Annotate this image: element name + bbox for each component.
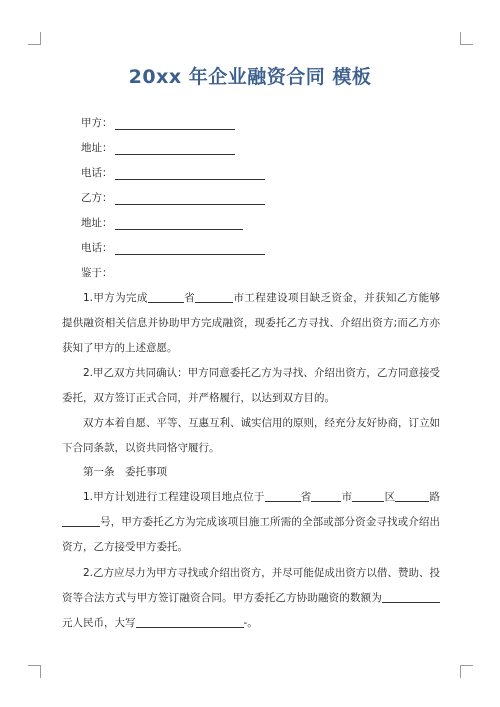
crop-mark-bottom-left: [28, 665, 41, 678]
crop-mark-bottom-right: [460, 665, 473, 678]
party-a-address-field: [81, 141, 235, 155]
paragraph-5: 2.乙方应尽力为甲方寻找或介绍出资方，并尽可能促成出资方以借、赞助、投资等合法方式与甲方签订融资合同。甲方委托乙方协助融资的数额为元人民币，大写 -。: [62, 567, 440, 629]
section-heading: 第一条 委托事项: [83, 466, 167, 478]
blank-line: [352, 489, 384, 502]
blank-line: [148, 290, 184, 303]
blank-line: [395, 489, 429, 502]
paragraph-1: 1.甲方为完成 省 市工程建设项目缺乏资金，并获知乙方能够提供融资相关信息并协助甲方完成融资，现委托乙方寻找、介绍出资方;而乙方亦获知了甲方的上述意愿。: [62, 292, 441, 354]
crop-mark-top-right: [460, 32, 473, 45]
party-a-field: [81, 116, 235, 130]
blank-line: [115, 242, 265, 255]
field-label: 电话：: [81, 242, 113, 254]
field-label: 乙方：: [81, 192, 113, 204]
paragraph-3: 双方本着自愿、平等、互惠互利、诚实信用的原则，经充分友好协商，订立如下合同条款，以资共同恪守履行。: [62, 417, 440, 454]
blank-line: [195, 290, 233, 303]
blank-line: [115, 142, 235, 155]
document-title: 20xx 年企业融资合同 模板: [128, 66, 372, 88]
blank-line: [382, 590, 440, 603]
party-b-address-field: [81, 216, 243, 230]
field-label: 地址：: [81, 217, 113, 229]
crop-mark-top-left: [28, 32, 41, 45]
field-label: 地址：: [81, 142, 113, 154]
field-label: 甲方：: [81, 117, 113, 129]
field-label: 鉴于：: [81, 267, 113, 279]
blank-line: [136, 615, 244, 628]
blank-line: [311, 489, 341, 502]
blank-line: [265, 489, 301, 502]
party-b-phone-field: [81, 241, 265, 255]
paragraph-4: 1.甲方计划进行工程建设项目地点位于 省 市 区 路号，甲方委托乙方为完成该项目施工所需的全部或部分资金寻找或介绍出资方，乙方接受甲方委托。: [62, 491, 441, 553]
paragraph-2: 2.甲乙双方共同确认：甲方同意委托乙方为寻找、介绍出资方，乙方同意接受委托，双方签订正式合同，并严格履行，以达到双方目的。: [62, 367, 440, 404]
blank-line: [115, 192, 265, 205]
blank-line: [115, 217, 243, 230]
whereas-label: [81, 266, 113, 280]
blank-line: [115, 167, 265, 180]
party-b-field: [81, 191, 265, 205]
field-label: 电话：: [81, 167, 113, 179]
party-a-phone-field: [81, 166, 265, 180]
blank-line: [115, 117, 235, 130]
blank-line: [68, 514, 100, 527]
